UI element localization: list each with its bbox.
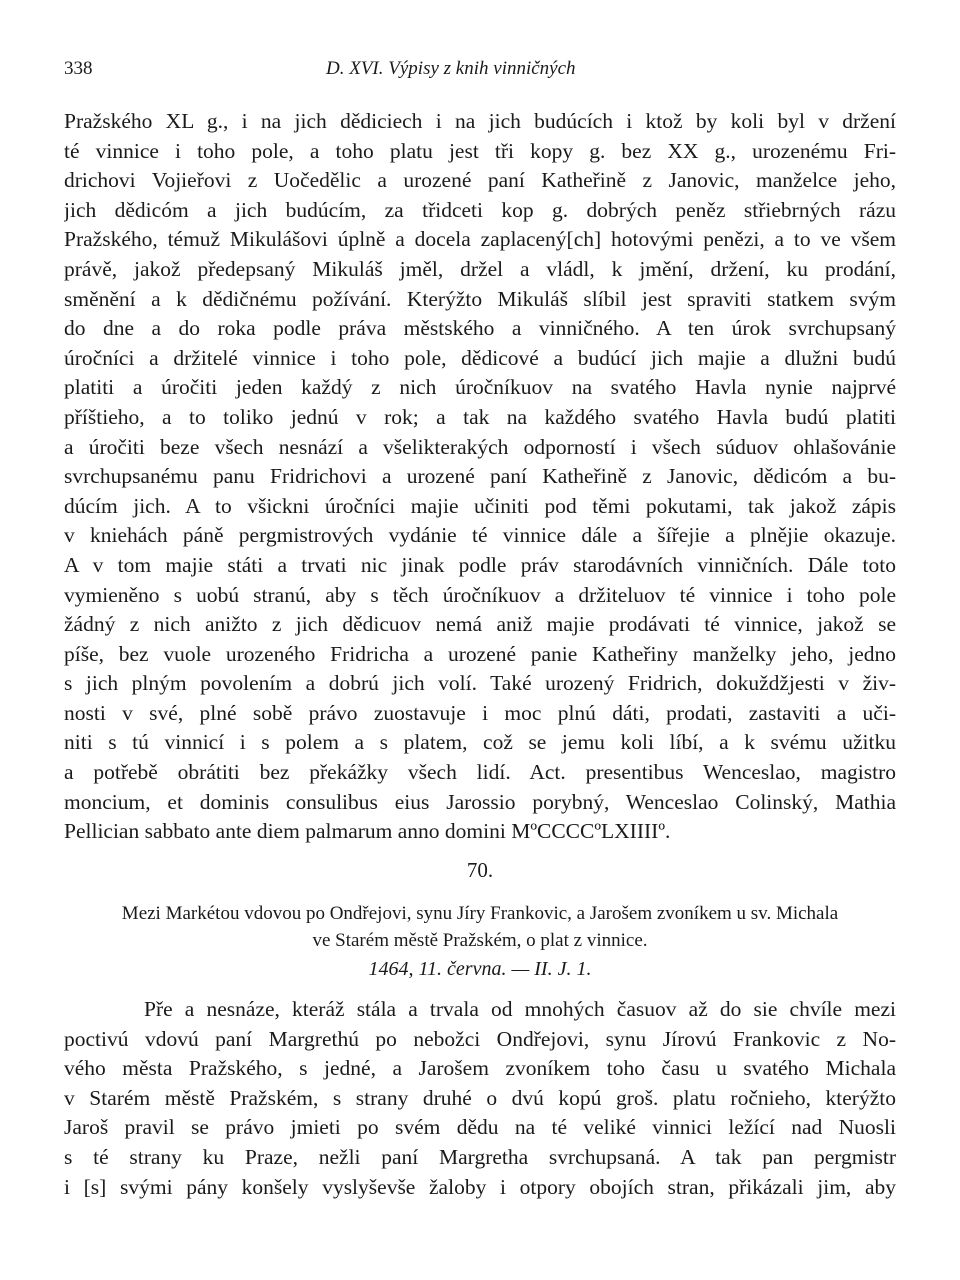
text-line: nosti v své, plné sobě právo zuostavuje i moc plnú dáti, prodati, zastaviti a uči-	[64, 700, 896, 725]
text-line: i [s] svými pány konšely vyslyševše žaloby i otpory obojích stran, přikázali jim, aby	[64, 1174, 896, 1199]
text-line: svrchupsanému panu Fridrichovi a urozené paní Katheřině z Janovic, dědicóm a bu-	[64, 464, 896, 489]
text-line: Jaroš pravil se právo jmieti po svém dědu na té veliké vinnici ležící nad Nuosli	[64, 1115, 896, 1140]
text-line: právě, jakož předepsaný Mikuláš jměl, držel a vládl, k jmění, držení, ku prodání,	[64, 256, 896, 281]
document-title-line: ve Starém městě Pražském, o plat z vinnice.	[312, 930, 648, 951]
text-line: drichovi Vojieřovi z Uočedělic a urozené paní Katheřině z Janovic, manželce jeho,	[64, 168, 896, 193]
text-line: v Starém městě Pražském, s strany druhé o dvú kopú groš. platu ročnieho, kterýžto	[64, 1085, 896, 1110]
text-line: a úročiti beze všech nesnází a všelikterakých odporností i všech súduov ohlašovánie	[64, 434, 896, 459]
text-line: vymieněno s uobú stranú, aby s těch úročníkuov a držiteluov té vinnice i toho pole	[64, 582, 896, 607]
text-line: moncium, et dominis consulibus eius Jarossio porybný, Wenceslao Colinský, Mathia	[64, 789, 896, 814]
text-line: Pře a nesnáze, kteráž stála a trvala od mnohých časuov až do sie chvíle mezi	[144, 997, 896, 1021]
document-date: 1464, 11. června. — II. J. 1.	[368, 958, 592, 980]
body-text-section-1	[64, 107, 896, 847]
page-number: 338	[64, 58, 93, 79]
text-line: úročníci a držitelé vinnice i toho pole, dědicové a budúcí jich majie a dlužni budú	[64, 345, 896, 370]
text-line: s jich plným povolením a dobrú jich volí. Také urozený Fridrich, dokuždžjesti v živ-	[64, 671, 896, 696]
text-line: vého města Pražského, s jedné, a Jarošem zvoníkem toho času u svatého Michala	[64, 1056, 896, 1081]
text-line: A v tom majie státi a trvati nic jinak podle práv starodávních vinničních. Dále toto	[64, 552, 896, 577]
running-title: D. XVI. Výpisy z knih vinničných	[326, 58, 576, 79]
text-line: jich dědicóm a jich budúcím, za třidceti kop g. dobrých peněz střiebrných rázu	[64, 197, 896, 222]
text-line: dúcím jich. A to všickni úročníci majie učiniti pod těmi pokutami, tak jakož zápis	[64, 493, 896, 518]
text-line: niti s tú vinnicí i s polem a s platem, což se jemu koli líbí, a k svému užitku	[64, 730, 896, 755]
document-number: 70.	[466, 858, 494, 882]
text-line: Pražského XL g., i na jich dědiciech i na jich budúcích i ktož by koli byl v držení	[64, 109, 896, 133]
text-line: poctivú vdovú paní Margrethú po nebožci Ondřejovi, synu Jírovú Frankovic z No-	[64, 1026, 896, 1051]
text-line: Pražského, témuž Mikulášovi úplně a docela zaplacený[ch] hotovými penězi, a to ve všem	[64, 227, 896, 252]
text-line: s té strany ku Praze, nežli paní Margretha svrchupsaná. A tak pan pergmistr	[64, 1144, 896, 1169]
body-text-section-2	[64, 995, 896, 1202]
text-line: Pellician sabbato ante diem palmarum anno domini MºCCCCºLXIIIIº.	[64, 819, 671, 844]
document-title-line: Mezi Markétou vdovou po Ondřejovi, synu Jíry Frankovic, a Jarošem zvoníkem u sv. Michala	[121, 903, 839, 924]
text-line: v kniehách páně pergmistrových vydánie té vinnice dále a šířejie a plnějie okazuje.	[64, 523, 896, 548]
text-line: platiti a úročiti jeden každý z nich úročníkuov na svatého Havla nynie najprvé	[64, 375, 896, 400]
text-line: žádný z nich anižto z jich dědicuov nemá aniž majie prodávati té vinnice, jakož se	[64, 612, 896, 637]
text-line: příštieho, a to toliko jednú v rok; a tak na každého svatého Havla budú platiti	[64, 404, 896, 429]
text-line: té vinnice i toho pole, a toho platu jest tři kopy g. bez XX g., urozenému Fri-	[64, 138, 896, 163]
text-line: směnění a k dědičnému požívání. Kterýžto Mikuláš slíbil jest spraviti statkem svým	[64, 286, 896, 311]
text-line: a potřebě obrátiti bez překážky všech lidí. Act. presentibus Wenceslao, magistro	[64, 760, 896, 785]
document-title	[64, 900, 896, 954]
running-head	[64, 58, 896, 86]
text-line: do dne a do roka podle práva městského a vinničného. A ten úrok svrchupsaný	[64, 316, 896, 341]
text-line: píše, bez vuole urozeného Fridricha a urozené panie Katheřiny manželky jeho, jedno	[64, 641, 896, 666]
